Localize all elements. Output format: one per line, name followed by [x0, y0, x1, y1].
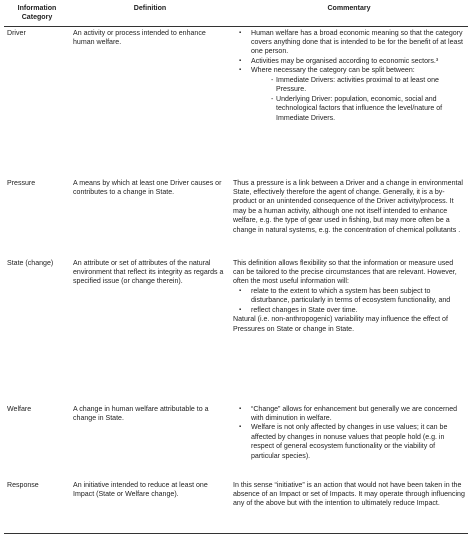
bullet-list [233, 405, 465, 462]
sub-list-item-text: Underlying Driver: population, economic, social and technological factors that influence the level/nature of Immediate Drivers. [276, 95, 443, 122]
commentary-cell [230, 26, 468, 179]
bullet-icon: ▪ [239, 57, 242, 64]
commentary-paragraph: Thus a pressure is a link between a Driver and a change in environmental State, effectively therefore the agent of change. Generally, it is a by-product or an unintended consequence of the Driver activity/process. It may be a human activity, although one not itself intended to enhance welfare, e.g. the type of gear used in fishing, but may more often be a change in natural systems, e.g. the concentration of chemical pollutants . [233, 179, 463, 234]
header-row [4, 3, 468, 26]
list-item-text: Welfare is not only affected by changes in use values; it can be affected by changes in nonuse values that people hold (e.g. in respect of general ecosystem functionality or the viability of particular species). [251, 424, 448, 460]
commentary-cell [230, 405, 468, 481]
sub-list [251, 76, 465, 123]
dash-icon: - [271, 76, 274, 84]
bullet-icon: ▪ [239, 424, 242, 431]
sub-list-item [271, 76, 465, 95]
bullet-icon: ▪ [239, 67, 242, 74]
table-row-response [4, 481, 468, 534]
commentary-intro: This definition allows flexibility so that the information or measure used can be tailored to the precise circumstances that are relevant. However, often the most useful information will: [233, 259, 457, 286]
bullet-icon: ▪ [239, 287, 242, 294]
list-item [239, 287, 465, 306]
category-cell: Welfare [7, 405, 32, 413]
list-item [239, 405, 465, 424]
definition-cell: An attribute or set of attributes of the natural environment that reflect its integrity as regards a specified issue (or change therein). [73, 259, 224, 286]
table-row-state [4, 259, 468, 405]
definition-cell: An initiative intended to reduce at least one Impact (State or Welfare change). [70, 481, 230, 534]
list-item-text: Human welfare has a broad economic meaning so that the category covers anything done that is intended to be for the benefit of at least one person. [251, 29, 463, 56]
list-item-text: Activities may be organised according to economic sectors.³ [251, 57, 439, 65]
commentary-paragraph: In this sense “initiative” is an action that would not have been taken in the absence of an Impact or set of Impacts. It may operate through influencing any of the above but with the intention to ultimately reduce Impact. [233, 481, 465, 508]
definition-cell: An activity or process intended to enhance human welfare. [73, 29, 206, 47]
table-row-pressure [4, 179, 468, 259]
category-cell: Driver [7, 29, 26, 37]
sub-list-item-text: Immediate Drivers: activities proximal to at least one Pressure. [276, 76, 439, 94]
category-cell: Response [4, 481, 70, 534]
bullet-icon: ▪ [239, 29, 242, 36]
list-item [239, 29, 465, 57]
category-cell: Pressure [7, 179, 36, 187]
header-definition: Definition [70, 3, 230, 26]
list-item-text: Where necessary the category can be split between: [251, 67, 415, 75]
list-item-text: “Change” allows for enhancement but generally we are concerned with diminution in welfare. [251, 405, 458, 423]
bullet-list [233, 29, 465, 123]
header-commentary: Commentary [230, 3, 468, 26]
list-item [239, 423, 465, 461]
list-item-text: relate to the extent to which a system has been subject to disturbance, particularly in terms of ecosystem functionality, and [251, 287, 451, 305]
commentary-cell [230, 179, 468, 259]
list-item [239, 57, 465, 66]
list-item [239, 306, 465, 315]
list-item [239, 66, 465, 123]
commentary-cell [230, 481, 468, 534]
dpsir-definitions-table [4, 3, 468, 534]
definition-cell: A means by which at least one Driver causes or contributes to a change in State. [73, 179, 222, 197]
commentary-cell [230, 259, 468, 405]
bullet-icon: ▪ [239, 405, 242, 412]
sub-list-item [271, 95, 465, 123]
dash-icon: - [271, 95, 274, 103]
commentary-outro: Natural (i.e. non-anthropogenic) variability may influence the effect of Pressures on State or change in State. [233, 316, 448, 333]
bullet-list [233, 287, 465, 315]
definition-cell: A change in human welfare attributable to a change in State. [73, 405, 209, 423]
header-category: Information Category [4, 3, 70, 26]
table-row-driver [4, 26, 468, 179]
bullet-icon: ▪ [239, 306, 242, 313]
table-row-welfare [4, 405, 468, 481]
category-cell: State (change) [7, 259, 54, 267]
list-item-text: reflect changes in State over time. [251, 306, 358, 314]
